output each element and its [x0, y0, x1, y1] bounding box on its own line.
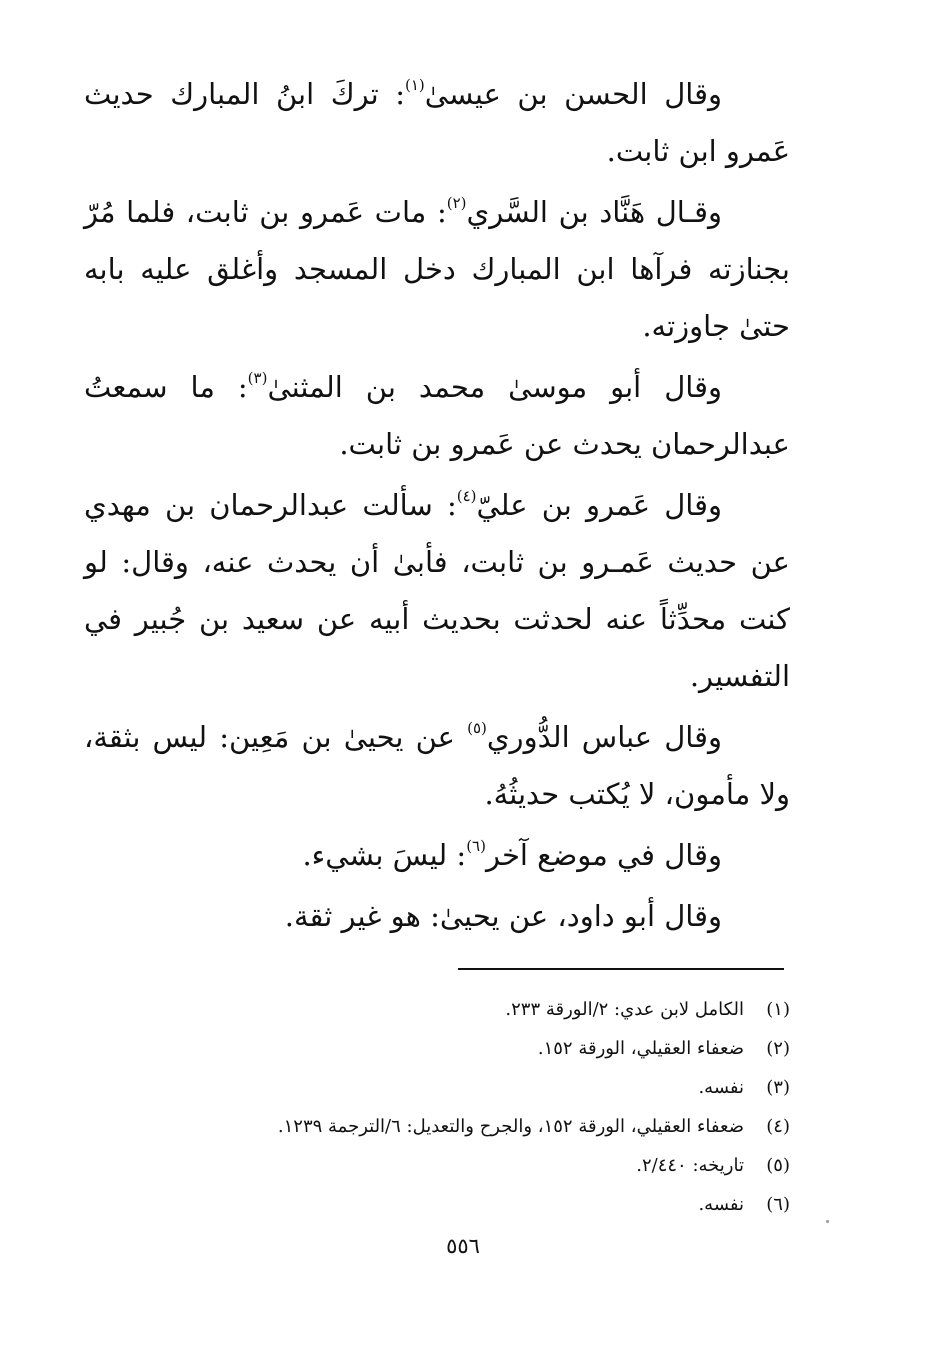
- paragraph-1: وقال الحسن بن عيسىٰ$^{(١)}$: تركَ ابنُ المبارك حديث عَمرو ابن ثابت.: [84, 76, 790, 168]
- footnote-number: (٢): [766, 1038, 790, 1059]
- paragraph-5: وقال عباس الدُّوري$^{(٥)}$ عن يحيىٰ بن مَعِين: ليس بثقة، ولا مأمون، لا يُكتب حديثُهُ.: [84, 719, 790, 811]
- footnote-number: (٤): [766, 1116, 790, 1137]
- page-number: ٥٥٦: [446, 1234, 480, 1258]
- footnote-3: [150, 1068, 790, 1107]
- footnote-number: (٥): [766, 1155, 790, 1176]
- footnote-number: (٣): [766, 1077, 790, 1098]
- footnotes-list: [150, 990, 790, 1224]
- footnote-text: تاريخه: ٢/٤٤٠.: [636, 1155, 744, 1176]
- main-text: [84, 66, 790, 945]
- paragraph-3: وقال أبو موسىٰ محمد بن المثنىٰ$^{(٣)}$: ما سمعتُ عبدالرحمان يحدث عن عَمرو بن ثابت.: [84, 369, 790, 461]
- footnote-text: ضعفاء العقيلي، الورقة ١٥٢.: [537, 1038, 744, 1059]
- footnote-4: [150, 1107, 790, 1146]
- footnote-number: (٦): [766, 1194, 790, 1215]
- footnote-text: ضعفاء العقيلي، الورقة ١٥٢، والجرح والتعديل: ٦/الترجمة ١٢٣٩.: [277, 1116, 744, 1137]
- footnote-5: [150, 1146, 790, 1185]
- paragraph-2: وقـال هَنَّاد بن السَّري$^{(٢)}$: مات عَمرو بن ثابت، فلما مُرّ بجنازته فرآها ابن المبارك دخل المسجد وأغلق عليه بابه حتىٰ جاوزته.: [84, 194, 790, 343]
- footnote-number: (١): [766, 999, 790, 1020]
- paragraph-6: وقال في موضع آخر$^{(٦)}$: ليسَ بشيء.: [302, 837, 722, 872]
- footnote-text: نفسه.: [698, 1194, 744, 1215]
- footnote-ref-5: (٥): [467, 719, 487, 737]
- footnote-2: [150, 1029, 790, 1068]
- footnote-ref-6: (٦): [466, 837, 486, 855]
- footnote-6: [150, 1185, 790, 1224]
- footnote-text: الكامل لابن عدي: ٢/الورقة ٢٣٣.: [505, 999, 744, 1020]
- footnote-ref-3: (٣): [247, 369, 268, 387]
- footnote-ref-1: (١): [405, 76, 425, 94]
- footnote-1: [150, 990, 790, 1029]
- footnote-ref-2: (٢): [446, 194, 467, 212]
- scan-speck: [826, 1220, 829, 1223]
- paragraph-4: وقال عَمرو بن عليّ$^{(٤)}$: سألت عبدالرحمان بن مهدي عن حديث عَمـرو بن ثابت، فأبىٰ أن يحدث عنه، وقال: لو كنت محدِّثاً عنه لحدثت بحديث أبيه عن سعيد بن جُبير في التفسير.: [84, 487, 790, 693]
- paragraph-7: وقال أبو داود، عن يحيىٰ: هو غير ثقة.: [284, 899, 722, 933]
- footnote-divider: [458, 968, 784, 970]
- footnote-text: نفسه.: [698, 1077, 744, 1098]
- footnote-ref-4: (٤): [456, 487, 477, 505]
